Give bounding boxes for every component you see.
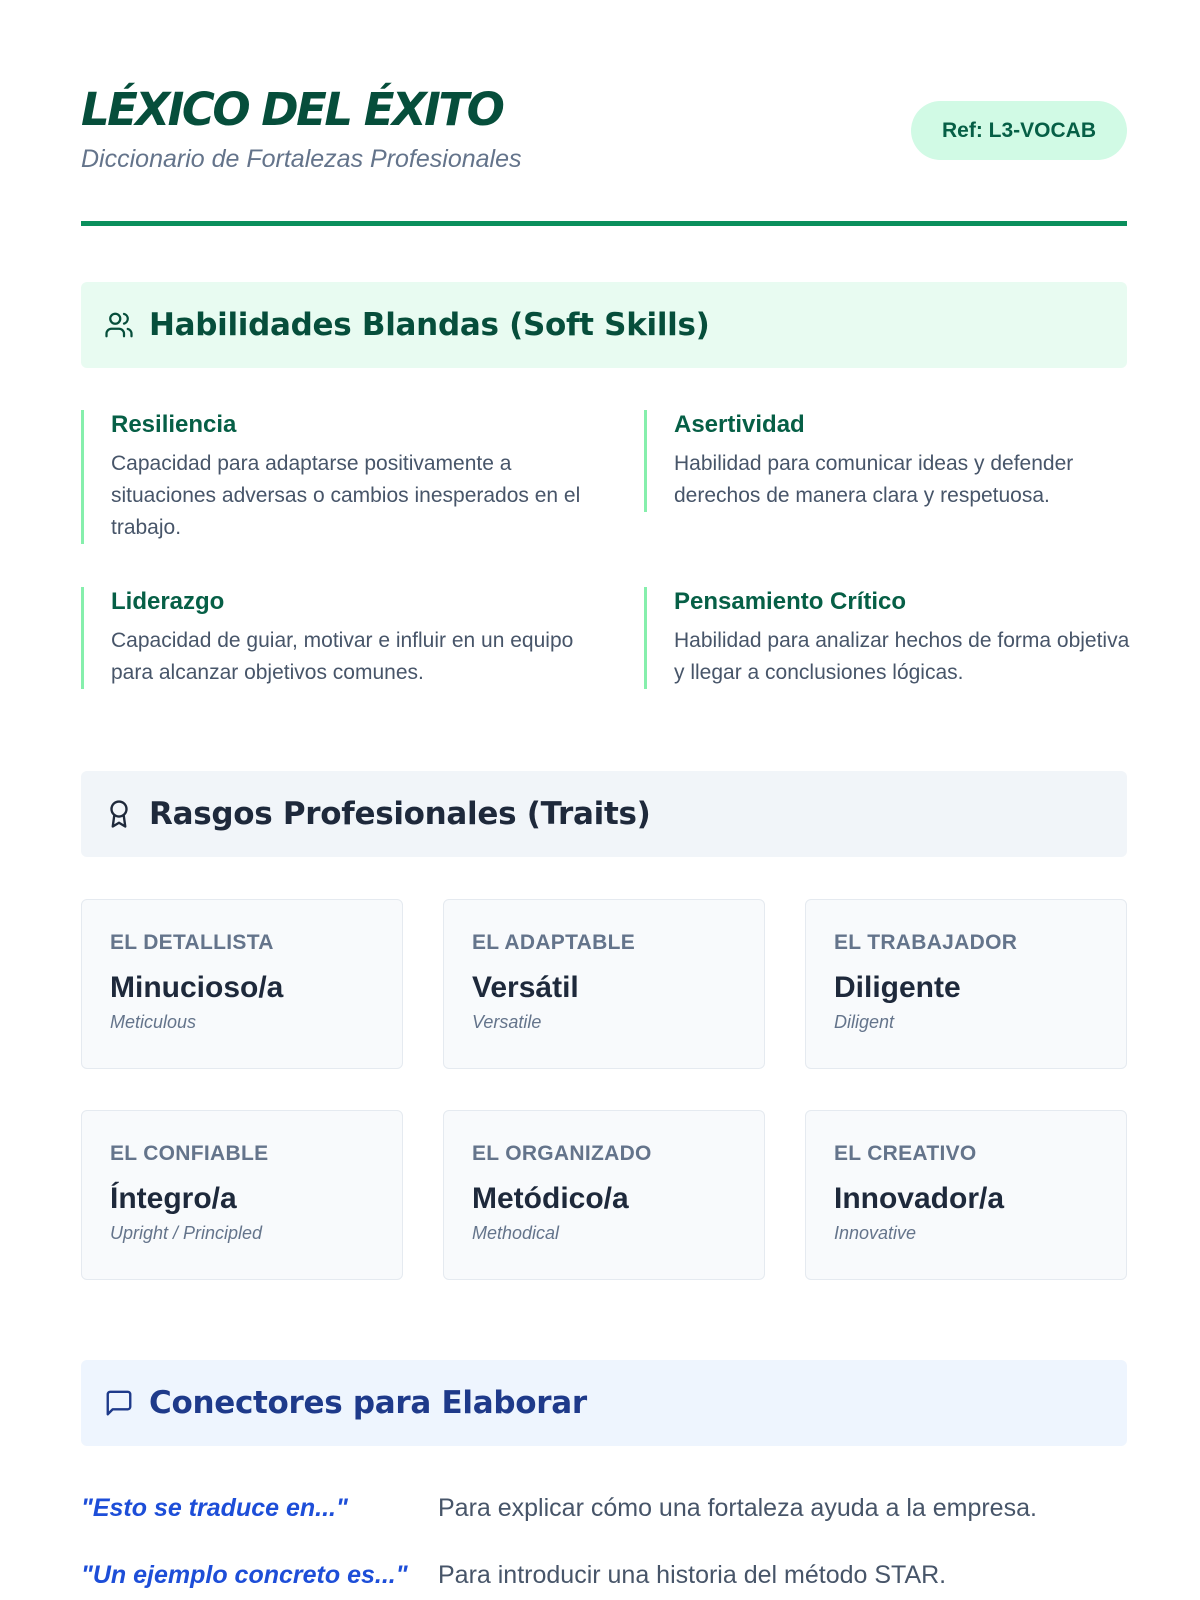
skill-name: Resiliencia (111, 411, 237, 438)
trait-english: Meticulous (110, 1012, 197, 1032)
trait-english: Methodical (472, 1223, 560, 1243)
skill-name: Asertividad (674, 411, 805, 438)
trait-card (81, 899, 403, 1069)
trait-card (805, 899, 1127, 1069)
trait-term: Innovador/a (834, 1182, 1005, 1215)
section-title: Rasgos Profesionales (Traits) (149, 796, 651, 832)
trait-term: Íntegro/a (110, 1182, 237, 1215)
trait-category: EL ADAPTABLE (472, 931, 636, 954)
section-header-connectors (81, 1360, 1127, 1446)
skill-description: Habilidad para analizar hechos de forma objetiva y llegar a conclusiones lógicas. (674, 629, 1130, 684)
section-header-traits (81, 771, 1127, 857)
trait-category: EL TRABAJADOR (834, 931, 1018, 954)
connector-usage: Para introducir una historia del método STAR. (438, 1561, 947, 1589)
trait-term: Metódico/a (472, 1182, 629, 1215)
trait-card (81, 1110, 403, 1280)
trait-english: Innovative (834, 1223, 917, 1243)
section-header-soft-skills (81, 282, 1127, 368)
trait-category: EL CREATIVO (834, 1142, 977, 1165)
trait-category: EL ORGANIZADO (472, 1142, 652, 1165)
reference-badge: Ref: L3-VOCAB (911, 101, 1127, 160)
trait-term: Versátil (472, 971, 579, 1004)
skill-item (81, 410, 581, 544)
trait-card (805, 1110, 1127, 1280)
page-subtitle: Diccionario de Fortalezas Profesionales (81, 145, 522, 173)
section-title: Conectores para Elaborar (149, 1385, 587, 1421)
header (81, 82, 1127, 182)
message-square-icon (103, 1387, 135, 1419)
page-title: LÉXICO DEL ÉXITO (81, 83, 503, 136)
trait-term: Diligente (834, 971, 961, 1004)
connector-usage: Para explicar cómo una fortaleza ayuda a la empresa. (438, 1494, 1037, 1522)
connector-phrase: "Un ejemplo concreto es..." (81, 1561, 408, 1589)
trait-term: Minucioso/a (110, 971, 284, 1004)
skill-description: Capacidad de guiar, motivar e influir en un equipo para alcanzar objetivos comunes. (111, 629, 574, 684)
trait-english: Versatile (472, 1012, 542, 1032)
trait-card (443, 1110, 765, 1280)
award-icon (103, 798, 135, 830)
skill-name: Liderazgo (111, 588, 225, 615)
trait-english: Diligent (834, 1012, 895, 1032)
trait-category: EL CONFIABLE (110, 1142, 269, 1165)
skill-item (644, 410, 1144, 512)
skill-name: Pensamiento Crítico (674, 588, 907, 615)
skill-item (81, 587, 581, 689)
connector-phrase: "Esto se traduce en..." (81, 1494, 348, 1522)
connector-row (81, 1561, 1127, 1600)
trait-english: Upright / Principled (110, 1223, 263, 1243)
section-title: Habilidades Blandas (Soft Skills) (149, 307, 710, 343)
trait-category: EL DETALLISTA (110, 931, 274, 954)
users-icon (103, 309, 135, 341)
skill-description: Capacidad para adaptarse positivamente a situaciones adversas o cambios inesperados en el trabajo. (111, 452, 581, 539)
connector-row (81, 1494, 1127, 1534)
skill-description: Habilidad para comunicar ideas y defender derechos de manera clara y respetuosa. (674, 452, 1074, 507)
trait-card (443, 899, 765, 1069)
header-divider (81, 221, 1127, 226)
skill-item (644, 587, 1144, 689)
